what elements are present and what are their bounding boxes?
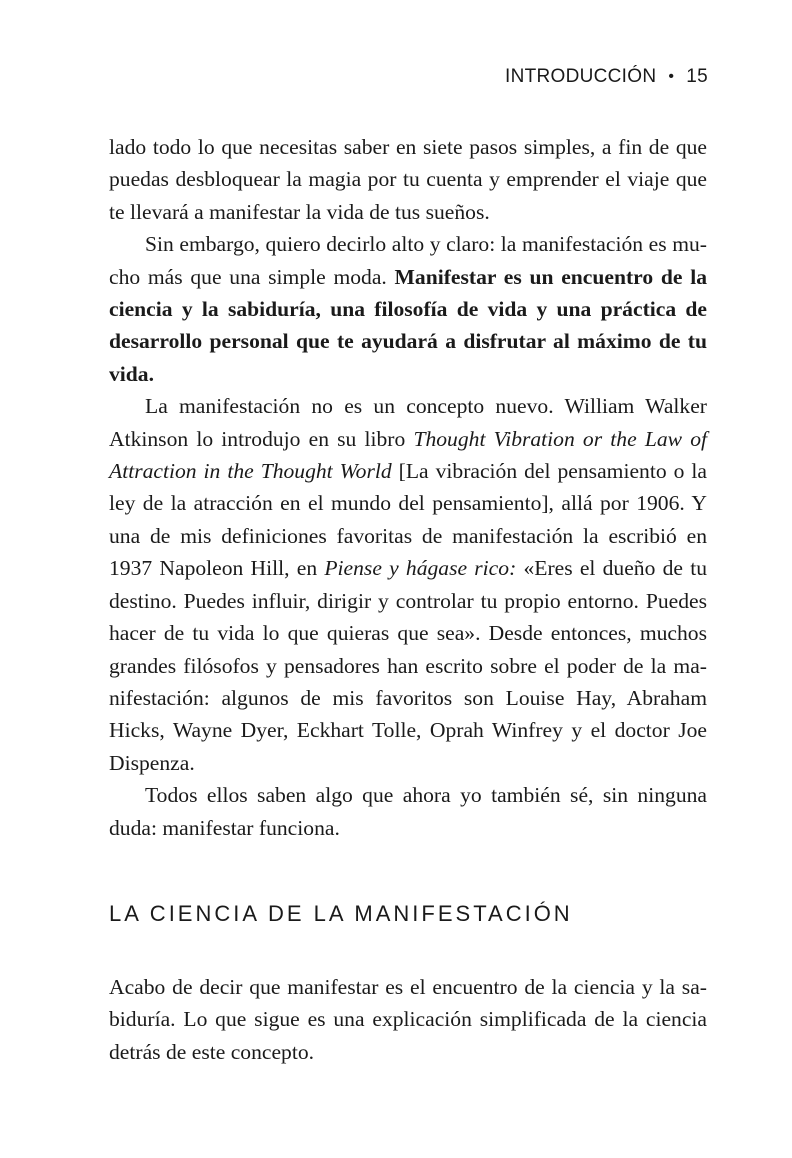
section-heading: LA CIENCIA DE LA MANIFESTACIÓN	[109, 901, 573, 926]
book-title-atkinson: Thought Vibration or the Law of Attraction in the Thought World	[109, 426, 707, 484]
paragraph-3-part-b: [La vibración del pensamiento o la ley de la atracción en el mundo del pensamiento], allá por 1906. Y una de mis definiciones favoritas de manifestación la escribió en 1937 Napoleon Hill, en	[109, 459, 707, 581]
page-number: 15	[686, 66, 708, 87]
section-text	[109, 971, 707, 1068]
paragraph-2-lead: Sin embargo, quiero decirlo alto y claro: la manifestación es mucho más que una simple moda.	[109, 232, 707, 289]
paragraph-3	[109, 390, 707, 779]
paragraph-3-part-c: «Eres el dueño de tu destino. Puedes influir, dirigir y controlar tu propio entorno. Puedes hacer de tu vida lo que quieras que sea». Desde entonces, muchos grandes filósofos y pensadores han escrito sobre el poder de la manifestación: algunos de mis favoritos son Louise Hay, Abraham Hicks, Wayne Dyer, Eckhart Tolle, Oprah Winfrey y el doctor Joe Dispenza.	[109, 556, 707, 775]
paragraph-2	[109, 228, 707, 390]
chapter-title: INTRODUCCIÓN	[504, 66, 657, 87]
header-separator: •	[668, 68, 675, 85]
body-text	[109, 131, 707, 844]
paragraph-1: lado todo lo que necesitas saber en siete pasos simples, a fin de que puedas desbloquear la magia por tu cuenta y emprender el viaje que te llevará a manifestar la vida de tus sueños.	[109, 135, 707, 224]
paragraph-2-emphasis: Manifestar es un encuentro de la ciencia y la sabiduría, una filosofía de vida y una práctica de desarrollo personal que te ayudará a disfrutar al máximo de tu vida.	[109, 264, 707, 386]
running-header	[505, 66, 708, 88]
paragraph-4: Todos ellos saben algo que ahora yo también sé, sin ninguna duda: manifestar funciona.	[109, 783, 707, 840]
book-title-hill: Piense y hágase rico:	[324, 556, 517, 581]
paragraph-3-part-a: La manifestación no es un concepto nuevo. William Walker Atkinson lo introdujo en su libro	[109, 394, 707, 451]
section-paragraph-1: Acabo de decir que manifestar es el encuentro de la ciencia y la sabiduría. Lo que sigue es una explicación simplificada de la ciencia detrás de este concepto.	[109, 975, 707, 1064]
